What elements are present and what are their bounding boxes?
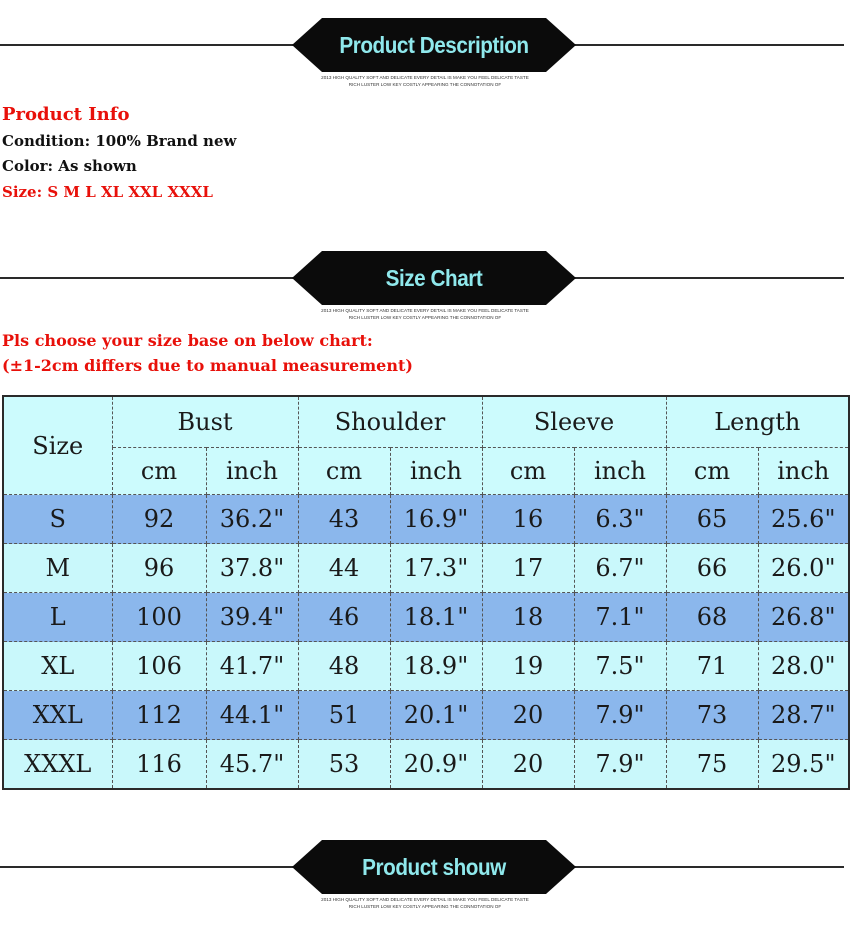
measurement-cell: 7.1" xyxy=(574,593,666,642)
measurement-cell: 116 xyxy=(112,740,206,790)
group-header-bust: Bust xyxy=(112,396,298,448)
measurement-cell: 53 xyxy=(298,740,390,790)
banner-product-description xyxy=(0,0,850,87)
measurement-cell: 48 xyxy=(298,642,390,691)
measurement-cell: 68 xyxy=(666,593,758,642)
measurement-cell: 106 xyxy=(112,642,206,691)
banner-title: Product Description xyxy=(339,32,529,58)
table-row xyxy=(3,495,849,544)
divider-line xyxy=(0,44,300,46)
divider-line xyxy=(0,866,300,868)
measurement-cell: 96 xyxy=(112,544,206,593)
table-row xyxy=(3,544,849,593)
measurement-cell: 25.6" xyxy=(758,495,849,544)
banner-tagline: RICH LUSTER LOW KEY COSTLY APPEARING THE CONNOTATION OF xyxy=(348,315,502,320)
banner-tagline: RICH LUSTER LOW KEY COSTLY APPEARING THE CONNOTATION OF xyxy=(348,82,502,87)
divider-line xyxy=(568,277,844,279)
measurement-cell: 6.3" xyxy=(574,495,666,544)
measurement-cell: 75 xyxy=(666,740,758,790)
measurement-cell: 26.8" xyxy=(758,593,849,642)
measurement-cell: 112 xyxy=(112,691,206,740)
banner-title: Size Chart xyxy=(385,265,483,291)
measurement-cell: 20.9" xyxy=(390,740,482,790)
measurement-cell: 28.7" xyxy=(758,691,849,740)
size-cell: XL xyxy=(3,642,112,691)
condition-text: Condition: 100% Brand new xyxy=(2,132,237,150)
divider-line xyxy=(0,277,300,279)
group-header-sleeve: Sleeve xyxy=(482,396,666,448)
size-cell: M xyxy=(3,544,112,593)
banner-tagline: RICH LUSTER LOW KEY COSTLY APPEARING THE CONNOTATION OF xyxy=(348,904,502,909)
size-header: Size xyxy=(3,396,112,495)
unit-header: cm xyxy=(298,448,390,495)
measurement-cell: 28.0" xyxy=(758,642,849,691)
unit-header: inch xyxy=(758,448,849,495)
group-header-length: Length xyxy=(666,396,849,448)
size-cell: L xyxy=(3,593,112,642)
measurement-cell: 45.7" xyxy=(206,740,298,790)
banner-product-show xyxy=(0,822,850,909)
unit-header: inch xyxy=(574,448,666,495)
measurement-cell: 44 xyxy=(298,544,390,593)
size-cell: XXXL xyxy=(3,740,112,790)
measurement-cell: 26.0" xyxy=(758,544,849,593)
measurement-cell: 100 xyxy=(112,593,206,642)
divider-line xyxy=(568,44,844,46)
measurement-cell: 18.9" xyxy=(390,642,482,691)
banner-pill xyxy=(292,251,576,305)
table-row xyxy=(3,740,849,790)
measurement-cell: 66 xyxy=(666,544,758,593)
banner-size-chart xyxy=(0,233,850,320)
measurement-cell: 19 xyxy=(482,642,574,691)
measurement-cell: 41.7" xyxy=(206,642,298,691)
measurement-cell: 92 xyxy=(112,495,206,544)
unit-header: cm xyxy=(666,448,758,495)
banner-tagline: 2013 HIGH QUALITY SOFT AND DELICATE EVERY DETAIL IS MAKE YOU FEEL DELICATE TASTE xyxy=(321,897,529,902)
unit-header: cm xyxy=(112,448,206,495)
product-info-title: Product Info xyxy=(2,104,130,125)
measurement-cell: 51 xyxy=(298,691,390,740)
measurement-cell: 20.1" xyxy=(390,691,482,740)
color-text: Color: As shown xyxy=(2,157,137,175)
banner-tagline: 2013 HIGH QUALITY SOFT AND DELICATE EVERY DETAIL IS MAKE YOU FEEL DELICATE TASTE xyxy=(321,75,529,80)
measurement-cell: 43 xyxy=(298,495,390,544)
unit-header: inch xyxy=(390,448,482,495)
measurement-cell: 44.1" xyxy=(206,691,298,740)
measurement-cell: 20 xyxy=(482,691,574,740)
table-row xyxy=(3,691,849,740)
table-row xyxy=(3,642,849,691)
size-note: Pls choose your size base on below chart: xyxy=(2,331,373,350)
measurement-cell: 7.9" xyxy=(574,740,666,790)
measurement-cell: 18 xyxy=(482,593,574,642)
measurement-cell: 7.9" xyxy=(574,691,666,740)
divider-line xyxy=(568,866,844,868)
unit-header: cm xyxy=(482,448,574,495)
table-row xyxy=(3,593,849,642)
banner-tagline: 2013 HIGH QUALITY SOFT AND DELICATE EVERY DETAIL IS MAKE YOU FEEL DELICATE TASTE xyxy=(321,308,529,313)
banner-pill xyxy=(292,18,576,72)
size-chart-table xyxy=(2,395,850,790)
measurement-cell: 18.1" xyxy=(390,593,482,642)
measurement-cell: 7.5" xyxy=(574,642,666,691)
banner-pill xyxy=(292,840,576,894)
measurement-cell: 17 xyxy=(482,544,574,593)
measurement-cell: 65 xyxy=(666,495,758,544)
size-text: Size: S M L XL XXL XXXL xyxy=(2,183,213,201)
measurement-cell: 16 xyxy=(482,495,574,544)
measurement-cell: 73 xyxy=(666,691,758,740)
measurement-cell: 71 xyxy=(666,642,758,691)
measurement-cell: 37.8" xyxy=(206,544,298,593)
size-cell: S xyxy=(3,495,112,544)
measurement-cell: 39.4" xyxy=(206,593,298,642)
measurement-cell: 16.9" xyxy=(390,495,482,544)
measurement-cell: 17.3" xyxy=(390,544,482,593)
measurement-cell: 36.2" xyxy=(206,495,298,544)
banner-title: Product shouw xyxy=(362,854,506,880)
measurement-cell: 46 xyxy=(298,593,390,642)
unit-header: inch xyxy=(206,448,298,495)
measurement-cell: 20 xyxy=(482,740,574,790)
measurement-note: (±1-2cm differs due to manual measurement) xyxy=(2,356,413,375)
size-cell: XXL xyxy=(3,691,112,740)
measurement-cell: 29.5" xyxy=(758,740,849,790)
group-header-shoulder: Shoulder xyxy=(298,396,482,448)
measurement-cell: 6.7" xyxy=(574,544,666,593)
